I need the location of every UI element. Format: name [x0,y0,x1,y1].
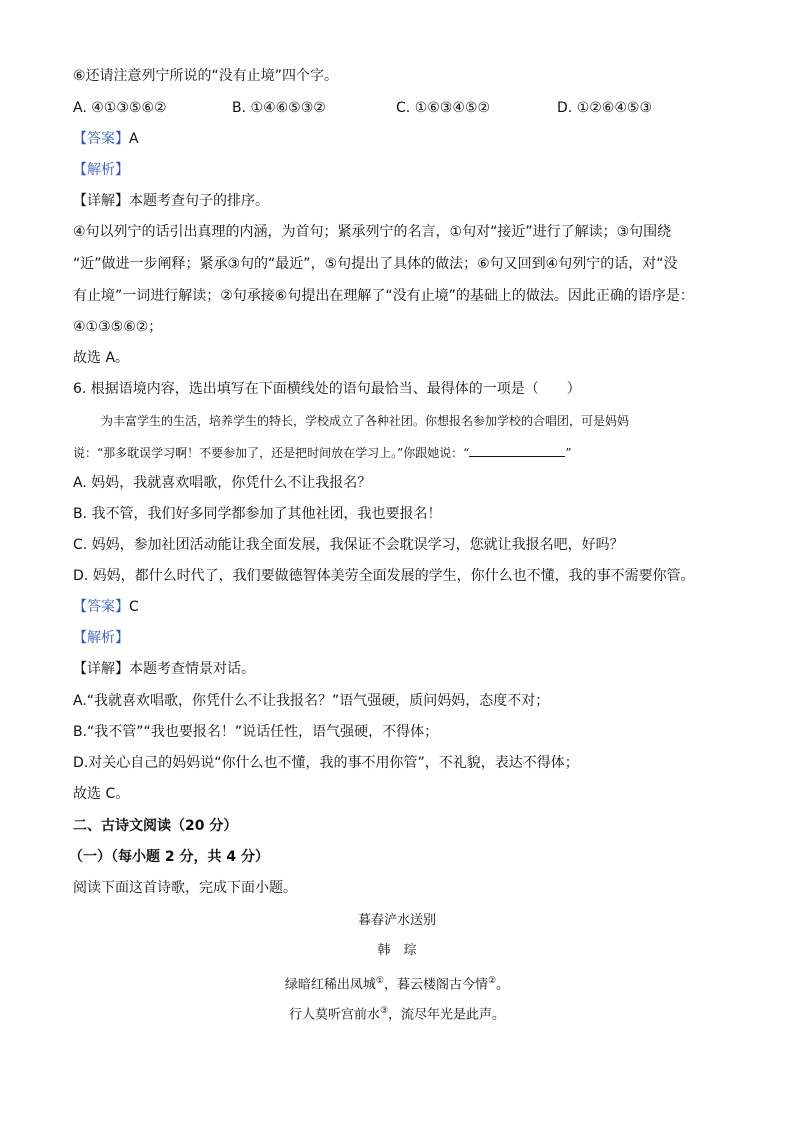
q6-explanation-line: D.对关心自己的妈妈说“你什么也不懂，我的事不用你管”，不礼貌，表达不得体； [73,755,579,771]
footnote-marker: ③ [379,1006,389,1016]
poem-line: 绿暗红稀出凤城①，暮云楼阁古今情②。 [284,976,510,993]
q6-answer: 【答案】C [73,599,139,615]
q5-explanation-line: ④句以列宁的话引出真理的内涵，为首句；紧承列宁的名言，①句对“接近”进行了解读；③句围绕 [73,224,672,240]
q5-option-b: B. ①④⑥⑤③② [232,100,326,116]
q6-explanation-line: A.“我就喜欢唱歌，你凭什么不让我报名？”语气强硬，质问妈妈，态度不对； [73,693,550,709]
answer-tag: 【答案】 [73,599,129,615]
q5-explanation-line: 有止境”一词进行解读；②句承接⑥句提出在理解了“没有止境”的基础上的做法。因此正确的语序是： [73,288,694,304]
poem-instruction: 阅读下面这首诗歌，完成下面小题。 [73,880,297,896]
section-title: 二、古诗文阅读（20 分） [73,818,238,834]
q6-option-c: C. 妈妈，参加社团活动能让我全面发展，我保证不会耽误学习，您就让我报名吧，好吗？ [73,537,624,553]
q6-option-a: A. 妈妈，我就喜欢唱歌，你凭什么不让我报名？ [73,475,372,491]
q5-option-d: D. ①②⑥④⑤③ [557,100,652,116]
poem-title: 暮春浐水送别 [357,913,436,928]
q5-option-a: A. ④①③⑤⑥② [73,100,167,116]
q5-analysis-tag: 【解析】 [73,162,129,178]
footnote-marker: ② [488,976,497,986]
q6-analysis-tag: 【解析】 [73,630,129,646]
q5-explanation-line: ④①③⑤⑥②； [73,319,163,335]
answer-tag: 【答案】 [73,131,129,147]
q5-detail: 【详解】本题考查句子的排序。 [73,193,269,209]
q6-explanation-line: B.“我不管”“我也要报名！”说话任性，语气强硬，不得体； [73,724,439,740]
q5-explanation-line: “近”做进一步阐释；紧承③句的“最近”，⑤句提出了具体的做法；⑥句又回到④句列宁的话，对“没 [73,256,678,272]
q6-conclusion: 故选 C。 [73,786,130,802]
q6-context-line: 为丰富学生的生活，培养学生的特长，学校成立了各种社团。你想报名参加学校的合唱团，可是妈妈 [101,414,630,428]
q5-option-c: C. ①⑥③④⑤② [396,100,490,116]
q5-answer: 【答案】A [73,131,139,147]
q5-conclusion: 故选 A。 [73,350,130,366]
answer-blank [469,442,565,457]
q6-option-b: B. 我不管，我们好多同学都参加了其他社团，我也要报名！ [73,506,442,522]
q6-stem: 6. 根据语境内容，选出填写在下面横线处的语句最恰当、最得体的一项是（ ） [73,381,581,397]
item6-note: ⑥还请注意列宁所说的“没有止境”四个字。 [73,68,339,84]
poem-author: 韩 琮 [377,943,417,958]
footnote-marker: ① [375,976,384,986]
q6-option-d: D. 妈妈，都什么时代了，我们要做德智体美劳全面发展的学生，你什么也不懂，我的事不需要你管。 [73,568,695,584]
q6-context-line: 说：“那多耽误学习啊！不要参加了，还是把时间放在学习上。”你跟她说：“ ” [73,442,572,462]
subsection-title: （一）（每小题 2 分，共 4 分） [69,849,269,865]
poem-line: 行人莫听宫前水③，流尽年光是此声。 [288,1006,506,1023]
q6-detail: 【详解】本题考查情景对话。 [73,661,255,677]
